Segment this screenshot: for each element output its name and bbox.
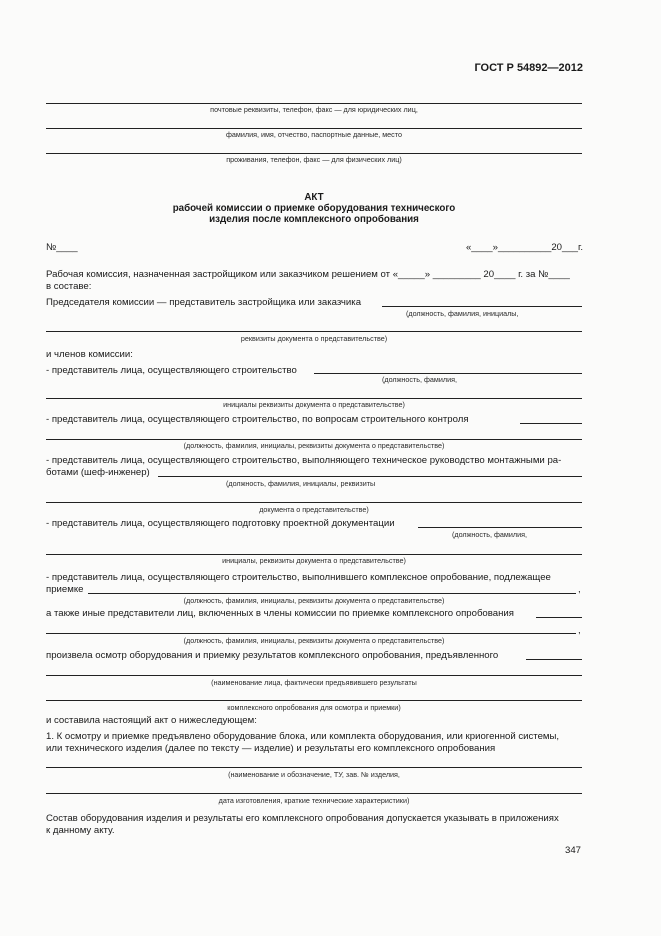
- chair-caption-2: реквизиты документа о представительстве): [240, 334, 388, 343]
- blank-line: [46, 554, 582, 555]
- item-1: 1. К осмотру и приемке предъявлено оборудование блока, или комплекта оборудования, или криогенной системы,: [46, 731, 560, 742]
- item-1-caption: (наименование и обозначение, ТУ, зав. № изделия,: [228, 770, 400, 779]
- member-3-cont: ботами (шеф-инженер): [46, 467, 150, 478]
- member-6-comma: ,: [578, 625, 581, 636]
- member-3-caption-2: документа о представительстве): [259, 505, 369, 514]
- member-6-caption: (должность, фамилия, инициалы, реквизиты документа о представительстве): [183, 636, 445, 645]
- member-1: - представитель лица, осуществляющего строительство: [46, 365, 297, 376]
- member-4-caption: (должность, фамилия,: [452, 530, 527, 539]
- act-subtitle-1: рабочей комиссии о приемке оборудования технического: [172, 203, 456, 214]
- footer-text-cont: к данному акту.: [46, 825, 115, 836]
- blank-line: [46, 793, 582, 794]
- blank-line: [46, 675, 582, 676]
- blank-line: [46, 700, 582, 701]
- blank-line: [158, 476, 582, 477]
- commission-composition: в составе:: [46, 281, 92, 292]
- member-5-comma: ,: [578, 584, 581, 595]
- blank-line: [46, 128, 582, 129]
- member-1-caption-2: инициалы реквизиты документа о представительстве): [223, 400, 405, 409]
- chair-label: Председателя комиссии — представитель застройщика или заказчика: [46, 297, 362, 308]
- caption-postal: почтовые реквизиты, телефон, факс — для юридических лиц,: [210, 105, 418, 114]
- blank-line: [88, 593, 576, 594]
- item-1-caption-2: дата изготовления, краткие технические характеристики): [218, 796, 410, 805]
- commission-text: Рабочая комиссия, назначенная застройщиком или заказчиком решением от «_____» _________ 20____ г. за №____: [46, 269, 570, 280]
- caption-residence: проживания, телефон, факс — для физических лиц): [226, 155, 402, 164]
- blank-line: [314, 373, 582, 374]
- member-5-caption: (должность, фамилия, инициалы, реквизиты документа о представительстве): [183, 596, 445, 605]
- blank-line: [536, 617, 582, 618]
- blank-line: [46, 103, 582, 104]
- blank-line: [382, 306, 582, 307]
- member-4: - представитель лица, осуществляющего подготовку проектной документации: [46, 518, 395, 529]
- member-4-caption-2: инициалы, реквизиты документа о представительстве): [222, 556, 406, 565]
- act-subtitle-2: изделия после комплексного опробования: [209, 214, 419, 225]
- act-date: «____»__________20___г.: [465, 242, 583, 253]
- blank-line: [46, 331, 582, 332]
- blank-line: [46, 502, 582, 503]
- blank-line: [46, 439, 582, 440]
- inspection-text: произвела осмотр оборудования и приемку результатов комплексного опробования, предъявленного: [46, 650, 499, 661]
- chair-caption: (должность, фамилия, инициалы,: [406, 309, 519, 318]
- item-1-cont: или технического изделия (далее по тексту — изделие) и результаты его комплексного опробования: [46, 743, 496, 754]
- act-title: АКТ: [304, 192, 324, 203]
- member-3-caption: (должность, фамилия, инициалы, реквизиты: [226, 479, 376, 488]
- act-number: №____: [46, 242, 78, 253]
- member-3: - представитель лица, осуществляющего строительство, выполняющего техническое руководство монтажными ра-: [46, 455, 562, 466]
- members-label: и членов комиссии:: [46, 349, 133, 360]
- blank-line: [46, 153, 582, 154]
- blank-line: [418, 527, 582, 528]
- page-number: 347: [564, 845, 581, 856]
- member-5: - представитель лица, осуществляющего строительство, выполнившего комплексное опробование, подлежащее: [46, 572, 551, 583]
- footer-text: Состав оборудования изделия и результаты его комплексного опробования допускается указывать в приложениях: [46, 813, 559, 824]
- blank-line: [46, 767, 582, 768]
- member-1-caption: (должность, фамилия,: [382, 375, 457, 384]
- blank-line: [526, 659, 582, 660]
- member-6: а также иные представители лиц, включенных в члены комиссии по приемке комплексного опробования: [46, 608, 514, 619]
- member-2-caption: (должность, фамилия, инициалы, реквизиты документа о представительстве): [183, 441, 445, 450]
- conclusion-text: и составила настоящий акт о нижеследующем:: [46, 715, 257, 726]
- member-2: - представитель лица, осуществляющего строительство, по вопросам строительного контроля: [46, 414, 469, 425]
- standard-number: ГОСТ Р 54892—2012: [474, 62, 583, 74]
- blank-line: [46, 633, 576, 634]
- member-5-cont: приемке: [46, 584, 84, 595]
- inspection-caption: (наименование лица, фактически предъявившего результаты: [211, 678, 417, 687]
- blank-line: [520, 423, 582, 424]
- inspection-caption-2: комплексного опробования для осмотра и приемки): [227, 703, 401, 712]
- caption-name: фамилия, имя, отчество, паспортные данные, место: [226, 130, 402, 139]
- blank-line: [46, 398, 582, 399]
